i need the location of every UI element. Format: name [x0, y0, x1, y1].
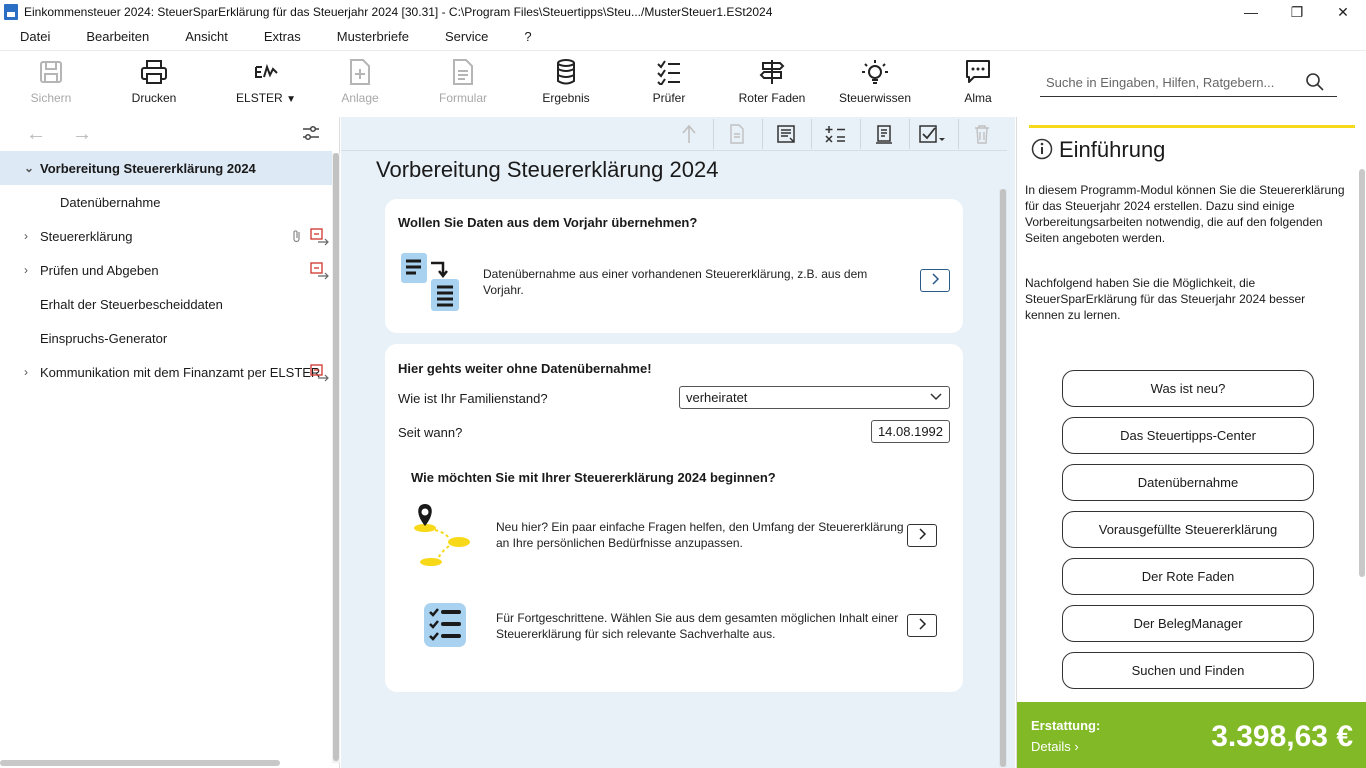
help-button-steuertipps-center[interactable]: Das Steuertipps-Center — [1062, 417, 1314, 454]
add-document-icon — [348, 57, 372, 87]
minimize-button[interactable]: — — [1244, 4, 1258, 20]
help-button-vorausgefuellte[interactable]: Vorausgefüllte Steuererklärung — [1062, 511, 1314, 548]
content-toolbar — [341, 117, 1007, 151]
elster-transfer-icon — [310, 364, 330, 385]
menu-help[interactable]: ? — [524, 28, 532, 44]
chevron-right-icon — [917, 528, 927, 543]
search-input[interactable] — [1040, 69, 1290, 95]
tree-item-vorbereitung[interactable]: ⌄ Vorbereitung Steuererklärung 2024 — [0, 151, 332, 185]
coins-icon — [554, 57, 578, 87]
elster-icon — [252, 57, 280, 87]
checklist-icon — [656, 57, 682, 87]
option-new-description: Neu hier? Ein paar einfache Fragen helfen, den Umfang der Steuererklärung an Ihre persönlichen Bedürfnisse anzupassen. — [496, 520, 904, 550]
since-label: Seit wann? — [398, 425, 463, 440]
navigation-tree — [0, 151, 332, 389]
ergebnis-button[interactable]: Ergebnis — [521, 57, 611, 109]
refund-panel[interactable] — [1017, 702, 1366, 768]
toolbar — [0, 50, 1366, 112]
calculator-icon[interactable] — [815, 121, 855, 147]
window-controls — [1228, 0, 1366, 24]
chevron-down-icon[interactable]: ⌄ — [24, 161, 35, 175]
paperclip-icon — [292, 229, 302, 246]
search-box — [1040, 69, 1337, 97]
form-icon — [451, 57, 475, 87]
menu-bar — [0, 24, 1366, 48]
anlage-button[interactable]: Anlage — [315, 57, 405, 109]
elster-transfer-icon — [310, 228, 330, 249]
menu-bearbeiten[interactable]: Bearbeiten — [86, 28, 150, 44]
document-icon[interactable] — [717, 121, 757, 147]
chevron-right-icon[interactable]: › — [24, 365, 28, 379]
window-title: Einkommensteuer 2024: SteuerSparErklärung für das Steuerjahr 2024 [30.31] - C:\Program Files\Steuertipps\Steu.../MusterSteuer1.ESt2024 — [24, 5, 773, 19]
chevron-right-icon — [917, 618, 927, 633]
tree-item-datenuebernahme[interactable]: Datenübernahme — [60, 194, 161, 210]
intro-paragraph-1: In diesem Programm-Modul können Sie die Steuererklärung für das Steuerjahr 2024 erstellen. Dazu sind einige Vorbereitungsarbeiten notwendig, die auf den folgenden Seiten angeboten werden. — [1025, 183, 1345, 245]
menu-ansicht[interactable]: Ansicht — [185, 28, 228, 44]
help-pane — [1016, 117, 1366, 768]
navigation-pane — [0, 117, 340, 768]
alma-button[interactable]: Alma — [933, 57, 1023, 109]
family-status-select[interactable]: verheiratet — [679, 386, 950, 409]
lightbulb-icon — [861, 57, 889, 87]
trash-icon[interactable] — [962, 121, 1002, 147]
save-icon — [38, 57, 64, 87]
chevron-right-icon: › — [1074, 739, 1079, 754]
menu-service[interactable]: Service — [444, 28, 489, 44]
data-import-card — [385, 199, 963, 333]
notes-icon[interactable] — [766, 121, 806, 147]
details-link[interactable]: Details › — [1031, 739, 1079, 754]
no-import-card — [385, 344, 963, 692]
location-path-icon — [409, 502, 473, 575]
tree-scrollbar-thumb[interactable] — [333, 153, 339, 761]
drucken-button[interactable]: Drucken — [109, 57, 199, 109]
option-advanced-description: Für Fortgeschrittene. Wählen Sie aus dem gesamten möglichen Inhalt einer Steuererklärung für sich relevante Sachverhalte aus. — [496, 611, 899, 641]
sichern-button[interactable]: Sichern — [6, 57, 96, 109]
card-title: Wollen Sie Daten aus dem Vorjahr übernehmen? — [398, 215, 698, 230]
help-button-roter-faden[interactable]: Der Rote Faden — [1062, 558, 1314, 595]
menu-datei[interactable]: Datei — [20, 28, 51, 44]
start-title: Wie möchten Sie mit Ihrer Steuererklärung 2024 beginnen? — [411, 470, 776, 485]
tree-scrollbar[interactable] — [332, 153, 340, 763]
search-icon[interactable] — [1305, 72, 1325, 95]
option-new-button[interactable] — [907, 524, 937, 547]
page-title: Vorbereitung Steuererklärung 2024 — [376, 157, 719, 182]
data-import-button[interactable] — [920, 269, 950, 292]
tree-item-steuerbescheiddaten[interactable]: Erhalt der Steuerbescheiddaten — [40, 296, 223, 312]
printer-icon — [140, 57, 168, 87]
menu-musterbriefe[interactable]: Musterbriefe — [336, 28, 409, 44]
forward-arrow-icon[interactable]: → — [72, 123, 92, 145]
refund-label: Erstattung: — [1031, 718, 1101, 733]
data-import-description: Datenübernahme aus einer vorhandenen Steuererklärung, z.B. aus dem Vorjahr. — [483, 267, 868, 297]
content-scrollbar[interactable] — [999, 189, 1007, 767]
family-status-label: Wie ist Ihr Familienstand? — [398, 391, 548, 406]
roter-faden-button[interactable]: Roter Faden — [727, 57, 817, 109]
tree-item-pruefen-abgeben[interactable]: › Prüfen und Abgeben — [0, 253, 332, 287]
help-scrollbar[interactable] — [1359, 169, 1365, 577]
since-date-field[interactable]: 14.08.1992 — [871, 420, 950, 443]
move-up-icon[interactable] — [669, 121, 709, 147]
checklist-icon — [423, 602, 467, 651]
tree-item-einspruchs-generator[interactable]: Einspruchs-Generator — [40, 330, 168, 346]
steuerwissen-button[interactable]: Steuerwissen — [830, 57, 920, 109]
help-button-datenuebernahme[interactable]: Datenübernahme — [1062, 464, 1314, 501]
intro-paragraph-2: Nachfolgend haben Sie die Möglichkeit, die SteuerSparErklärung für das Steuerjahr 2024 besser kennen zu lernen. — [1025, 276, 1306, 322]
refund-amount: 3.398,63 € — [1211, 720, 1353, 753]
chevron-right-icon[interactable]: › — [24, 229, 28, 243]
tree-item-steuererklaerung[interactable]: › Steuererklärung — [0, 219, 332, 253]
help-button-belegmanager[interactable]: Der BelegManager — [1062, 605, 1314, 642]
tree-item-kommunikation[interactable]: › Kommunikation mit dem Finanzamt per ELSTER — [0, 355, 332, 389]
help-button-suchen-finden[interactable]: Suchen und Finden — [1062, 652, 1314, 689]
data-transfer-icon — [399, 249, 461, 316]
chat-icon — [964, 57, 992, 87]
chevron-right-icon[interactable]: › — [24, 263, 28, 277]
chevron-down-icon — [929, 390, 943, 407]
help-button-was-ist-neu[interactable]: Was ist neu? — [1062, 370, 1314, 407]
history-navigation — [0, 117, 340, 149]
check-dropdown-icon[interactable] — [913, 121, 953, 147]
intro-heading: Einführung — [1031, 137, 1165, 163]
filter-settings-icon[interactable] — [302, 124, 320, 145]
signpost-icon — [759, 57, 785, 87]
card-title: Hier gehts weiter ohne Datenübernahme! — [398, 361, 652, 376]
menu-extras[interactable]: Extras — [263, 28, 301, 44]
app-icon — [4, 4, 18, 20]
close-button[interactable]: ✕ — [1337, 3, 1349, 20]
info-icon — [1031, 138, 1053, 163]
receipt-icon[interactable] — [864, 121, 904, 147]
elster-button[interactable]: ELSTER ▼ — [221, 57, 311, 109]
option-advanced-button[interactable] — [907, 614, 937, 637]
title-bar — [0, 0, 1366, 24]
pruefer-button[interactable]: Prüfer — [624, 57, 714, 109]
content-pane — [341, 117, 1015, 768]
accent-line — [1029, 125, 1355, 128]
maximize-button[interactable]: ❐ — [1290, 3, 1304, 20]
tree-horizontal-scrollbar[interactable] — [0, 760, 280, 766]
chevron-right-icon — [930, 273, 940, 288]
content-scrollbar-thumb[interactable] — [1000, 189, 1006, 767]
back-arrow-icon[interactable]: ← — [26, 123, 46, 145]
elster-transfer-icon — [310, 262, 330, 283]
formular-button[interactable]: Formular — [418, 57, 508, 109]
